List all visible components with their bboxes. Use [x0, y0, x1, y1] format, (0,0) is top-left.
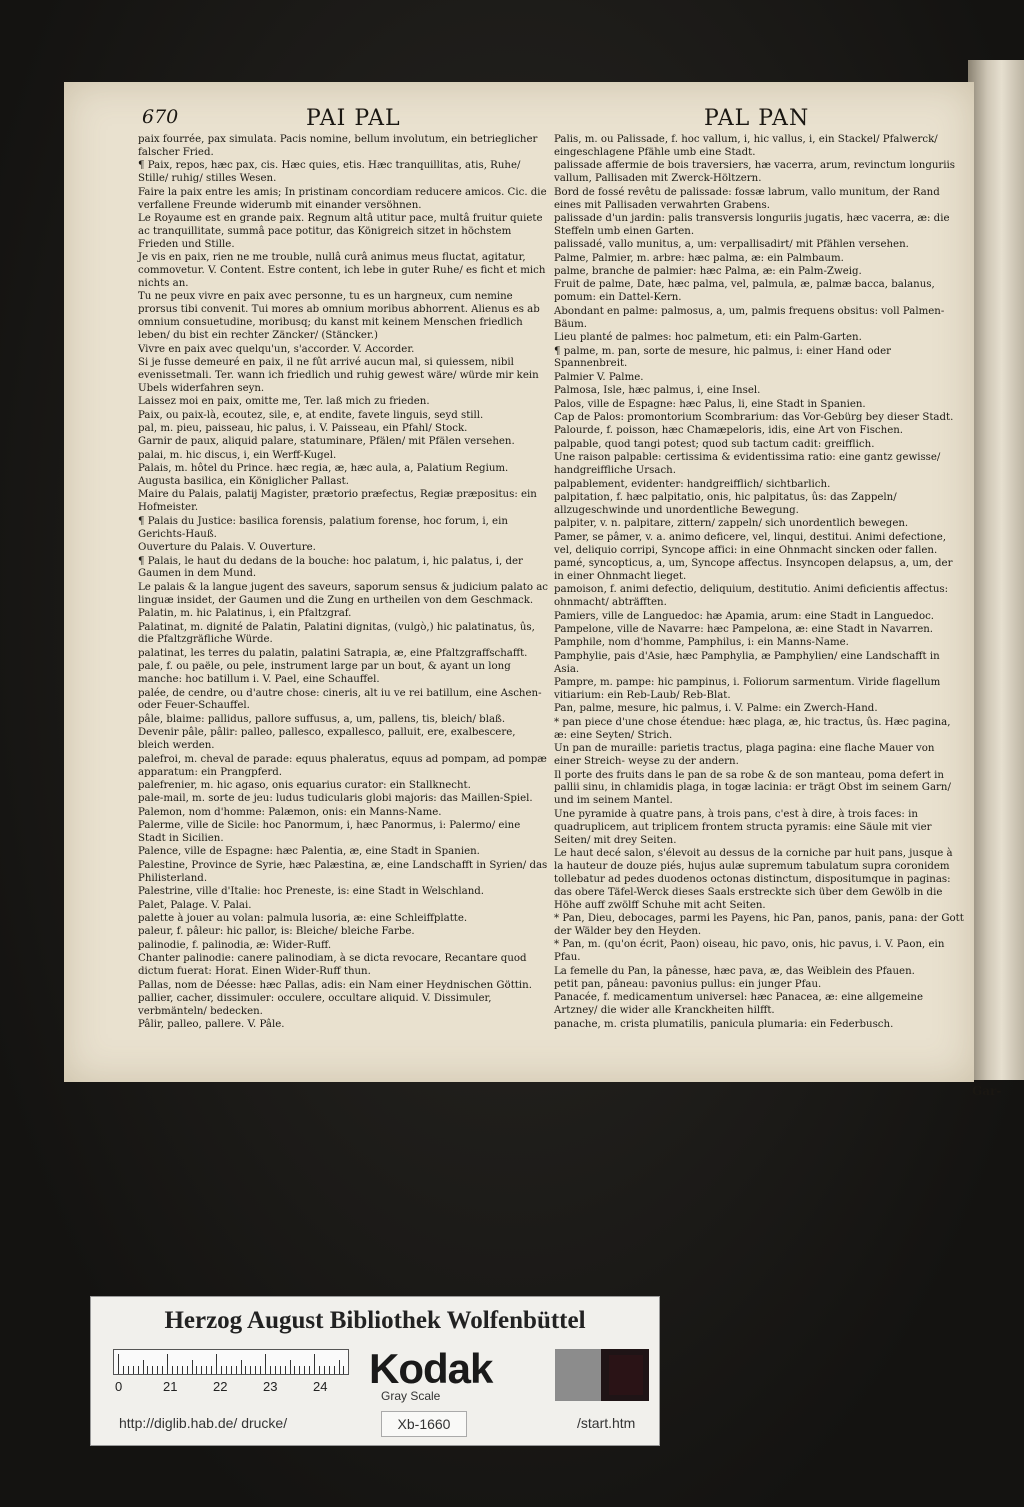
- dictionary-entry: Chanter palinodie: canere palinodiam, à se dicta revocare, Recantare quod dictum fuerat: Horat. Einen Wider-Ruff thun.: [138, 953, 527, 978]
- left-column: [138, 134, 548, 1033]
- gray-scale-label: Gray Scale: [381, 1389, 441, 1403]
- shelfmark-box: Xb-1660: [381, 1411, 467, 1437]
- dictionary-entry: Maire du Palais, palatij Magister, prætorio præfectus, Regiæ præpositus: ein Hofmeister.: [138, 489, 537, 514]
- ruler-tick: [128, 1366, 129, 1374]
- dark-swatch: [601, 1349, 649, 1401]
- dictionary-entry: Palemon, nom d'homme: Palæmon, onis: ein Manns-Name.: [138, 806, 442, 818]
- dictionary-entry: Faire la paix entre les amis; In pristinam concordiam reducere amicos. Cic. die verfallene Freunde widerumb mit einander versöhnen.: [138, 186, 547, 211]
- dictionary-entry: Palence, ville de Espagne: hæc Palentia, æ, eine Stadt in Spanien.: [138, 846, 480, 858]
- ruler-tick: [280, 1366, 281, 1374]
- kodak-logo: Kodak: [369, 1345, 493, 1392]
- dictionary-entry: Palmosa, Isle, hæc palmus, i, eine Insel.: [554, 385, 761, 397]
- dictionary-entry: Palestine, Province de Syrie, hæc Palæstina, æ, eine Landschafft in Syrien/ das Philisterland.: [138, 859, 548, 884]
- dictionary-entry: ¶ Paix, repos, hæc pax, cis. Hæc quies, etis. Hæc tranquillitas, atis, Ruhe/ Stille/ ruhig/ stilles Wesen.: [138, 160, 521, 185]
- dictionary-entry: ¶ Palais du Justice: basilica forensis, palatium forense, hoc forum, i, ein Gerichts-Hauß.: [138, 515, 508, 540]
- ruler-label: 23: [263, 1379, 278, 1394]
- ruler-tick: [290, 1360, 291, 1374]
- ruler-tick: [299, 1366, 300, 1374]
- ruler-tick: [294, 1366, 295, 1374]
- dictionary-entry: Laissez moi en paix, omitte me, Ter. laß mich zu frieden.: [138, 396, 430, 408]
- ruler-tick: [221, 1366, 222, 1374]
- ruler-tick: [206, 1366, 207, 1374]
- ruler-tick: [216, 1354, 217, 1374]
- dictionary-entry: Palais, m. hôtel du Prince. hæc regia, æ, hæc aula, a, Palatium Regium. Augusta basilica, ein Königlicher Pallast.: [138, 463, 509, 488]
- dictionary-entry: Palatinat, m. dignité de Palatin, Palatini dignitas, (vulgò,) hic palatinatus, ûs, die Pfaltzgräfliche Würde.: [138, 621, 535, 646]
- ruler-tick: [147, 1366, 148, 1374]
- dictionary-entry: Pallas, nom de Déesse: hæc Pallas, adis: ein Nam einer Heydnischen Göttin.: [138, 979, 532, 991]
- catchword: Gar-: [972, 1084, 1002, 1098]
- dictionary-entry: Le Royaume est en grande paix. Regnum altâ utitur pace, multâ fruitur quiete ac tranquillitate, summâ pace potitur, das Königreich sitzet in höchstem Frieden und Stille.: [138, 212, 543, 250]
- dictionary-entry: Bord de fossé revêtu de palissade: fossæ labrum, vallo munitum, der Rand eines mit Pallisaden verwahrten Grabens.: [554, 186, 940, 211]
- dictionary-entry: palissadé, vallo munitus, a, um: verpallisadirt/ mit Pfählen versehen.: [554, 239, 909, 251]
- dictionary-entry: palpiter, v. n. palpitare, zittern/ zappeln/ sich unordentlich bewegen.: [554, 518, 909, 530]
- dictionary-entry: Une pyramide à quatre pans, à trois pans, c'est à dire, à trois faces: in quadruplicem, aut triplicem frontem structa pyramis: eine Säule mit vier Seiten/ mit drey Seiten.: [554, 808, 932, 846]
- dictionary-entry: pale, f. ou paële, ou pele, instrument large par un bout, & ayant un long manche: hoc batillum i. V. Pael, eine Schauffel.: [138, 661, 511, 686]
- ruler-tick: [314, 1354, 315, 1374]
- dictionary-entry: Pampelone, ville de Navarre: hæc Pampelona, æ: eine Stadt in Navarren.: [554, 624, 934, 636]
- dictionary-entry: pamé, syncopticus, a, um, Syncope affectus. Insyncopen delapsus, a, um, der in einer Ohnmacht lieget.: [554, 558, 953, 582]
- running-head-left: PAI PAL: [306, 106, 401, 131]
- ruler-tick: [182, 1366, 183, 1374]
- dictionary-entry: Le palais & la langue jugent des saveurs, saporum sensus & judicium palato ac linguæ insidet, der Gaumen und die Zung en urtheilen von dem Geschmack.: [138, 581, 548, 606]
- dictionary-entry: pâle, blaime: pallidus, pallore suffusus, a, um, pallens, tis, bleich/ blaß.: [138, 713, 506, 725]
- ruler-tick: [172, 1366, 173, 1374]
- dictionary-entry: Devenir pâle, pâlir: palleo, pallesco, expallesco, palluit, ere, exalbescere, bleich werden.: [138, 727, 516, 752]
- dictionary-entry: Cap de Palos: promontorium Scombrarium: das Vor-Gebürg bey dieser Stadt.: [554, 412, 954, 424]
- dictionary-entry: Palestrine, ville d'Italie: hoc Preneste, is: eine Stadt in Welschland.: [138, 886, 485, 898]
- dictionary-entry: palme, branche de palmier: hæc Palma, æ: ein Palm-Zweig.: [554, 266, 862, 278]
- ruler-tick: [211, 1366, 212, 1374]
- dictionary-entry: palatinat, les terres du palatin, palatini Satrapia, æ, eine Pfaltzgraffschafft.: [138, 647, 528, 659]
- dictionary-entry: Il porte des fruits dans le pan de sa robe & de son manteau, poma defert in pallii sinu, in chlamidis plaga, in togæ lacinia: er trägt Obst im seinem Garn/ und im seinem Mantel.: [554, 769, 951, 807]
- dictionary-entry: Pamphile, nom d'homme, Pamphilus, i: ein Manns-Name.: [554, 637, 849, 649]
- ruler-tick: [270, 1366, 271, 1374]
- dictionary-entry: palissade d'un jardin: palis transversis longuriis jugatis, hæc vacerra, æ: die Steffeln umb einen Garten.: [554, 212, 950, 237]
- ruler-tick: [152, 1366, 153, 1374]
- dictionary-entry: pale-mail, m. sorte de jeu: ludus tudicularis globi majoris: das Maillen-Spiel.: [138, 793, 533, 805]
- dictionary-entry: Pan, palme, mesure, hic palmus, i. V. Palme: ein Zwerch-Hand.: [554, 703, 878, 715]
- url-suffix: /start.htm: [577, 1415, 636, 1431]
- ruler-tick: [255, 1366, 256, 1374]
- url-prefix: http://diglib.hab.de/ drucke/: [119, 1415, 288, 1431]
- adjacent-page-edge: [968, 60, 1024, 1080]
- ruler-tick: [250, 1366, 251, 1374]
- dictionary-entry: * pan piece d'une chose étendue: hæc plaga, æ, hic tractus, ûs. Hæc pagina, æ: eine Seyten/ Strich.: [554, 716, 951, 741]
- ruler-label: 22: [213, 1379, 228, 1394]
- dictionary-entry: palefroi, m. cheval de parade: equus phaleratus, equus ad pompam, ad pompæ apparatum: ein Prangpferd.: [138, 753, 547, 778]
- ruler-labels: [113, 1379, 347, 1395]
- dictionary-entry: Palis, m. ou Palissade, f. hoc vallum, i, hic vallus, i, ein Stackel/ Pfalwerck/ eingeschlagene Pfähle umb eine Stadt.: [554, 134, 938, 158]
- dictionary-entry: palinodie, f. palinodia, æ: Wider-Ruff.: [138, 939, 332, 951]
- ruler-tick: [138, 1366, 139, 1374]
- book-page: [64, 82, 1002, 1098]
- dictionary-entry: Pâlir, palleo, pallere. V. Pâle.: [138, 1019, 285, 1031]
- ruler-tick: [187, 1366, 188, 1374]
- ruler-tick: [157, 1366, 158, 1374]
- dictionary-entry: Pampre, m. pampe: hic pampinus, i. Foliorum sarmentum. Viride flagellum vitiarium: ein Reb-Laub/ Reb-Blat.: [554, 677, 941, 702]
- dictionary-entry: palpablement, evidenter: handgreifflich/ sichtbarlich.: [554, 478, 831, 490]
- ruler-tick: [192, 1360, 193, 1374]
- dictionary-entry: * Pan, Dieu, debocages, parmi les Payens, hic Pan, panos, panis, pana: der Gott der Wälder bey den Heyden.: [554, 912, 964, 937]
- dictionary-entry: palée, de cendre, ou d'autre chose: cineris, alt iu ve rei batillum, eine Aschen- oder Feuer-Schauffel.: [138, 687, 542, 712]
- dictionary-entry: palpable, quod tangi potest; quod sub tactum cadit: greifflich.: [554, 438, 875, 450]
- ruler-tick: [162, 1366, 163, 1374]
- dictionary-entry: Si je fusse demeuré en paix, il ne fût arrivé aucun mal, si quiessem, nibil evenissetmali. Ter. wann ich friedlich und ruhig gewest wäre/ würde mir kein Ubels widerfahren seyn.: [138, 356, 539, 394]
- dictionary-entry: palissade affermie de bois traversiers, hæ vacerra, arum, revinctum longuriis vallum, Pallisaden mit Zwerck-Höltzern.: [554, 160, 956, 185]
- dictionary-entry: Paix, ou paix-là, ecoutez, sile, e, at endite, favete linguis, seyd still.: [138, 409, 484, 421]
- ruler-label: 24: [313, 1379, 328, 1394]
- ruler-tick: [275, 1366, 276, 1374]
- dictionary-entry: Abondant en palme: palmosus, a, um, palmis frequens obsitus: voll Palmen-Bäum.: [554, 305, 945, 330]
- dictionary-entry: Une raison palpable: certissima & evidentissima ratio: eine gantz gewisse/ handgreiffliche Ursach.: [554, 452, 941, 477]
- dictionary-entry: ¶ Palais, le haut du dedans de la bouche: hoc palatum, i, hic palatus, i, der Gaumen in dem Mund.: [138, 555, 523, 580]
- dictionary-entry: palai, m. hic discus, i, ein Werff-Kugel.: [138, 449, 337, 461]
- ruler-tick: [123, 1366, 124, 1374]
- dictionary-entry: Palerme, ville de Sicile: hoc Panormum, i, hæc Panormus, i: Palermo/ eine Stadt in Sicilien.: [138, 820, 521, 845]
- library-title: Herzog August Bibliothek Wolfenbüttel: [164, 1307, 586, 1334]
- ruler-tick: [241, 1360, 242, 1374]
- dictionary-entry: petit pan, pâneau: pavonius pullus: ein junger Pfau.: [554, 979, 822, 990]
- ruler-tick: [118, 1354, 119, 1374]
- dictionary-entry: palpitation, f. hæc palpitatio, onis, hic palpitatus, ûs: das Zappeln/ allzugeschwinde und unordentliche Bewegung.: [554, 491, 897, 516]
- dictionary-entry: Un pan de muraille: parietis tractus, plaga pagina: eine flache Mauer von einer Streich- weyse zu der andern.: [554, 743, 935, 768]
- ruler-tick: [324, 1366, 325, 1374]
- dictionary-entry: Panacée, f. medicamentum universel: hæc Panacea, æ: eine allgemeine Artzney/ die wider alle Kranckheiten hilfft.: [554, 992, 924, 1017]
- ruler-tick: [245, 1366, 246, 1374]
- gray-swatch: [555, 1349, 601, 1401]
- ruler-tick: [143, 1360, 144, 1374]
- ruler-tick: [343, 1366, 344, 1374]
- dictionary-entry: paleur, f. pâleur: hic pallor, is: Bleiche/ bleiche Farbe.: [138, 926, 415, 938]
- ruler-label: 21: [163, 1379, 178, 1394]
- dictionary-entry: Tu ne peux vivre en paix avec personne, tu es un hargneux, cum nemine prorsus tibi convenit. Tui mores ab omnium moribus abhorrent. Alienus es ab omnium consuetudine, moribusq; du kanst mit keinem Menschen friedlich leben/ du bist ein rechter Zäncker/ (Stäncker.): [138, 291, 540, 342]
- dictionary-entry: Pamiers, ville de Languedoc: hæ Apamia, arum: eine Stadt in Languedoc.: [554, 610, 935, 622]
- dictionary-entry: ¶ palme, m. pan, sorte de mesure, hic palmus, i: einer Hand oder Spannenbreit.: [554, 345, 892, 370]
- dictionary-entry: Lieu planté de palmes: hoc palmetum, eti: ein Palm-Garten.: [554, 332, 862, 344]
- ruler-tick: [319, 1366, 320, 1374]
- dictionary-entry: Vivre en paix avec quelqu'un, s'accorder. V. Accorder.: [138, 343, 415, 355]
- ruler-label: 0: [115, 1379, 123, 1394]
- ruler-tick: [329, 1366, 330, 1374]
- dictionary-entry: palefrenier, m. hic agaso, onis equarius curator: ein Stallknecht.: [138, 779, 471, 791]
- library-color-card: [90, 1296, 660, 1446]
- ruler-tick: [167, 1354, 168, 1374]
- dictionary-entry: Palatin, m. hic Palatinus, i, ein Pfaltzgraf.: [138, 608, 352, 620]
- dictionary-entry: * Pan, m. (qu'on écrit, Paon) oiseau, hic pavo, onis, hic pavus, i. V. Paon, ein Pfau.: [554, 939, 945, 964]
- ruler-tick: [260, 1366, 261, 1374]
- ruler-tick: [226, 1366, 227, 1374]
- ruler-tick: [201, 1366, 202, 1374]
- page-number: 670: [142, 106, 179, 128]
- ruler-tick: [339, 1360, 340, 1374]
- dictionary-entry: Palourde, f. poisson, hæc Chamæpeloris, idis, eine Art von Fischen.: [554, 425, 904, 437]
- ruler-tick: [177, 1366, 178, 1374]
- ruler-tick: [133, 1366, 134, 1374]
- dictionary-entry: paix fourrée, pax simulata. Pacis nomine, bellum involutum, ein betrieglicher falscher Fried.: [138, 134, 538, 158]
- dictionary-entry: Garnir de paux, aliquid palare, statuminare, Pfälen/ mit Pfälen versehen.: [138, 436, 515, 448]
- ruler-tick: [309, 1366, 310, 1374]
- ruler-tick: [304, 1366, 305, 1374]
- ruler-tick: [196, 1366, 197, 1374]
- ruler-tick: [236, 1366, 237, 1374]
- running-head-right: PAL PAN: [704, 106, 810, 131]
- dictionary-entry: La femelle du Pan, la pânesse, hæc pava, æ, das Weiblein des Pfauen.: [554, 965, 915, 977]
- dictionary-entry: Pamer, se pâmer, v. a. animo deficere, vel, linqui, destitui. Animi defectione, vel, deliquio corripi, Syncope affici: in eine Ohnmacht sincken oder fallen.: [554, 531, 946, 556]
- dictionary-entry: Ouverture du Palais. V. Ouverture.: [138, 542, 316, 554]
- dictionary-entry: Fruit de palme, Date, hæc palma, vel, palmula, æ, palmæ bacca, balanus, pomum: ein Dattel-Kern.: [554, 279, 935, 304]
- ruler-tick: [334, 1366, 335, 1374]
- dictionary-entry: pallier, cacher, dissimuler: occulere, occultare aliquid. V. Dissimuler, verbmänteln/ bedecken.: [138, 992, 492, 1017]
- dictionary-entry: Palmier V. Palme.: [554, 371, 644, 383]
- dictionary-entry: Je vis en paix, rien ne me trouble, nullâ curâ animus meus fluctat, agitatur, commovetur. V. Content. Estre content, ich lebe in guter Ruhe/ es ficht et mich nichts an.: [138, 252, 546, 289]
- dictionary-entry: pamoison, f. animi defectio, deliquium, destitutio. Animi deficientis affectus: ohnmacht/ abträfften.: [554, 584, 949, 609]
- dictionary-entry: Pamphylie, pais d'Asie, hæc Pamphylia, æ Pamphylien/ eine Landschafft in Asia.: [554, 650, 940, 675]
- dictionary-entry: Palet, Palage. V. Palai.: [138, 899, 252, 911]
- measurement-ruler: [113, 1349, 349, 1375]
- dictionary-entry: Palme, Palmier, m. arbre: hæc palma, æ: ein Palmbaum.: [554, 252, 844, 264]
- right-column: [554, 134, 964, 1032]
- ruler-tick: [231, 1366, 232, 1374]
- dictionary-entry: pal, m. pieu, paisseau, hic palus, i. V. Paisseau, ein Pfahl/ Stock.: [138, 422, 468, 434]
- dictionary-entry: Le haut decé salon, s'élevoit au dessus de la corniche par huit pans, jusque à la hauteur de douze piés, hujus aulæ supremum tabulatum supra coronidem tollebatur ad pedes duodenos octonas distinctum, dispositumque in paginas: das obere Täfel-Werck dieses Saals erstreckte sich über dem Gewölb in die Höhe auff zwölff Schuhe mit acht Seiten.: [554, 847, 953, 911]
- dictionary-entry: palette à jouer au volan: palmula lusoria, æ: eine Schleiffplatte.: [138, 912, 468, 924]
- ruler-tick: [265, 1354, 266, 1374]
- dictionary-entry: panache, m. crista plumatilis, panicula plumaria: ein Federbusch.: [554, 1018, 894, 1030]
- dictionary-entry: Palos, ville de Espagne: hæc Palus, li, eine Stadt in Spanien.: [554, 398, 866, 410]
- ruler-tick: [285, 1366, 286, 1374]
